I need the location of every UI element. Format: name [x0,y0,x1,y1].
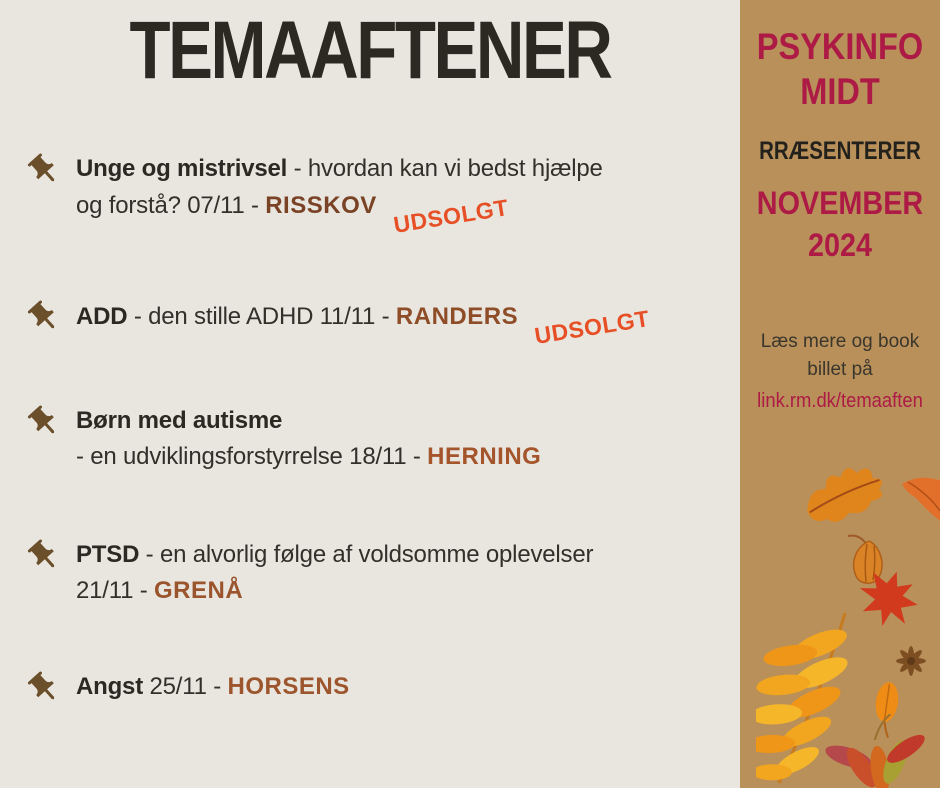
month-line-2: 2024 [807,227,873,263]
soldout-stamp: UDSOLGT [532,305,652,349]
event-line [76,151,603,187]
event-line [76,298,652,349]
soldout-stamp: UDSOLGT [391,194,511,238]
event-description: og forstå? 07/11 - [76,192,266,219]
event-description: - den stille ADHD 11/11 - [127,303,396,330]
event-line [76,669,350,705]
star-anise-image [892,642,930,680]
poster-title: TEMAAFTENER [129,5,611,96]
event-line [76,573,593,609]
small-orange-leaf-image [866,680,906,738]
event-item [26,297,716,349]
event-line [76,403,541,439]
event-location: RANDERS [395,303,519,330]
event-location: GRENÅ [154,577,244,604]
event-location: HORSENS [227,673,350,700]
event-location: HERNING [427,443,542,470]
maple-leaf-image [854,568,926,630]
cta-line-1: Læs mere og book [760,331,920,352]
event-line [76,537,593,573]
cta-text [740,328,940,384]
event-description: - en udviklingsforstyrrelse 18/11 - [76,443,428,470]
pushpin-icon [26,670,64,708]
presents-label: RRÆSENTERER [759,137,921,165]
event-topic: ADD [76,303,128,330]
event-topic: Angst [76,673,143,700]
pushpin-icon [26,152,64,190]
physalis-pod-image [844,530,892,592]
pushpin-icon [26,299,64,337]
month-line-1: NOVEMBER [756,185,924,221]
event-description: - en alvorlig følge af voldsomme oplevelser [139,541,594,568]
event-topic: Børn med autisme [76,407,283,434]
brand-name [752,24,928,114]
event-item [26,150,716,238]
sidebar [740,0,940,788]
event-line [76,187,603,238]
torn-leaf-image [898,472,940,527]
brand-line-1: PSYKINFO [756,26,924,67]
event-location: RISSKOV [265,192,377,219]
event-description: - hvordan kan vi bedst hjælpe [287,155,603,182]
event-text [76,150,603,238]
event-line [76,439,541,475]
event-text [76,402,541,475]
event-topic: PTSD [76,541,140,568]
event-topic: Unge og mistrivsel [76,155,288,182]
brand-line-2: MIDT [800,71,880,112]
pushpin-icon [26,538,64,576]
event-text [76,297,652,349]
booking-link[interactable]: link.rm.dk/temaaften [757,390,923,412]
oak-leaf-image [798,458,893,530]
event-item [26,668,716,708]
event-text [76,668,350,708]
cta-line-2: billet på [807,359,873,380]
month-label [750,182,930,266]
pushpin-icon [26,404,64,442]
creeper-leaf-image [824,714,928,788]
event-item [26,402,716,475]
event-item [26,536,716,609]
rowan-leaf-image [756,606,868,788]
event-description: 21/11 - [76,577,155,604]
event-description: 25/11 - [143,673,228,700]
event-text [76,536,593,609]
